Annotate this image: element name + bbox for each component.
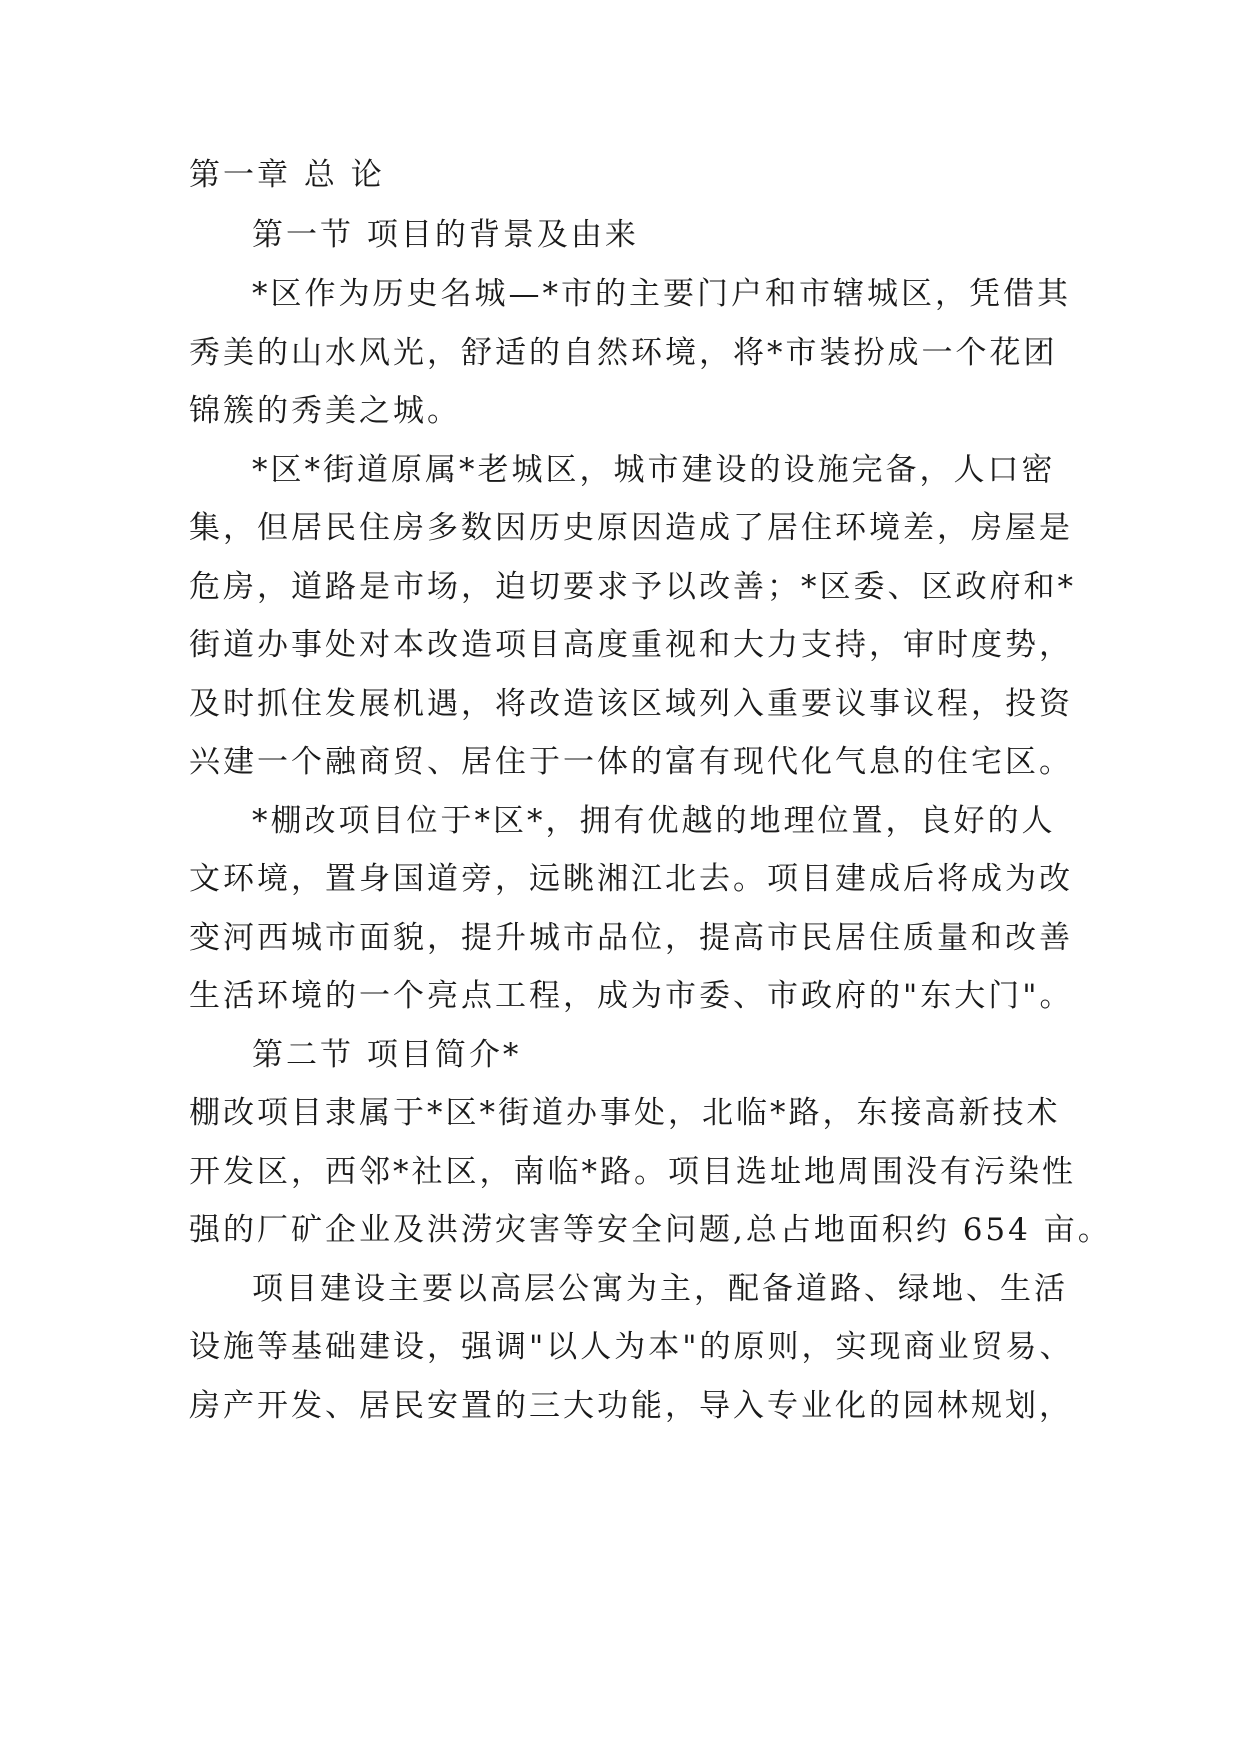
paragraph-1-line-2: 秀美的山水风光，舒适的自然环境，将*市装扮成一个花团	[189, 335, 1058, 371]
paragraph-4-line-3: 强的厂矿企业及洪涝灾害等安全问题,总占地面积约 654 亩。	[189, 1212, 1112, 1248]
paragraph-3-line-4: 生活环境的一个亮点工程，成为市委、市政府的"东大门"。	[189, 978, 1074, 1014]
section-title-2: 第二节 项目简介*	[252, 1037, 522, 1073]
section-title-1: 第一节 项目的背景及由来	[252, 217, 639, 253]
paragraph-2-line-2: 集，但居民住房多数因历史原因造成了居住环境差，房屋是	[189, 510, 1073, 546]
paragraph-5-line-1: 项目建设主要以高层公寓为主，配备道路、绿地、生活	[252, 1271, 1068, 1307]
paragraph-2-line-6: 兴建一个融商贸、居住于一体的富有现代化气息的住宅区。	[189, 744, 1073, 780]
paragraph-2-line-3: 危房，道路是市场，迫切要求予以改善；*区委、区政府和*	[189, 569, 1076, 605]
paragraph-1-line-3: 锦簇的秀美之城。	[189, 393, 461, 429]
paragraph-2-line-1: *区*街道原属*老城区，城市建设的设施完备，人口密	[252, 452, 1056, 488]
paragraph-2-line-5: 及时抓住发展机遇，将改造该区域列入重要议事议程，投资	[189, 686, 1073, 722]
paragraph-3-line-2: 文环境，置身国道旁，远眺湘江北去。项目建成后将成为改	[189, 861, 1073, 897]
chapter-title: 第一章 总 论	[189, 157, 385, 193]
paragraph-2-line-4: 街道办事处对本改造项目高度重视和大力支持，审时度势，	[189, 627, 1073, 663]
paragraph-5-line-3: 房产开发、居民安置的三大功能，导入专业化的园林规划，	[189, 1388, 1073, 1424]
paragraph-4-line-1: 棚改项目隶属于*区*街道办事处，北临*路，东接高新技术	[189, 1095, 1061, 1131]
paragraph-3-line-3: 变河西城市面貌，提升城市品位，提高市民居住质量和改善	[189, 920, 1073, 956]
paragraph-1-line-1: *区作为历史名城—*市的主要门户和市辖城区，凭借其	[252, 276, 1071, 312]
paragraph-3-line-1: *棚改项目位于*区*，拥有优越的地理位置，良好的人	[252, 803, 1056, 839]
paragraph-4-line-2: 开发区，西邻*社区，南临*路。项目选址地周围没有污染性	[189, 1154, 1076, 1190]
paragraph-5-line-2: 设施等基础建设，强调"以人为本"的原则，实现商业贸易、	[189, 1329, 1074, 1365]
